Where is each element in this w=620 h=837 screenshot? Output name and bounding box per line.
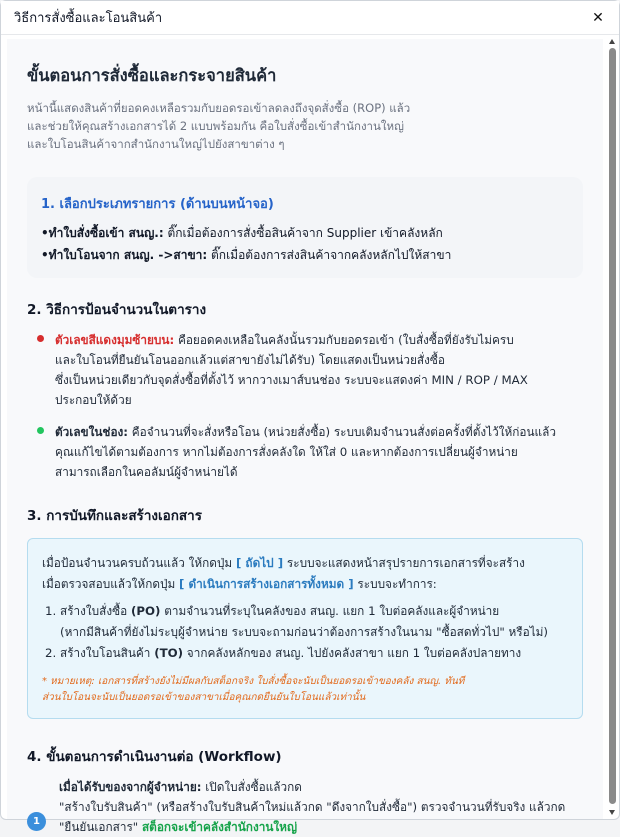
note-line: ส่วนใบโอนจะนับเป็นยอดรอเข้าของสาขาเมื่อคุณกดยืนยันใบโอนแล้วเท่านั้น	[42, 692, 366, 703]
intro-line: และช่วยให้คุณสร้างเอกสารได้ 2 แบบพร้อมกัน คือใบสั่งซื้อเข้าสำนักงานใหญ่	[27, 119, 404, 133]
intro-text	[27, 99, 583, 153]
close-button[interactable]	[587, 7, 609, 29]
instruction-text: เมื่อตรวจสอบแล้วให้กดปุ่ม	[42, 577, 180, 591]
section-select-type	[27, 177, 583, 278]
instruction-text: เมื่อป้อนจำนวนครบถ้วนแล้ว ให้กดปุ่ม	[42, 556, 236, 570]
green-dot-icon	[37, 427, 44, 434]
scroll-up-icon[interactable]	[609, 39, 615, 44]
explanation-line: ซึ่งเป็นหน่วยเดียวกับจุดสั่งซื้อที่ตั้งไว้ หากวางเมาส์บนช่อง ระบบจะแสดงค่า MIN / ROP / MAX	[55, 373, 528, 387]
step-text: สร้างใบโอนสินค้า	[60, 646, 155, 660]
step-create-po	[60, 601, 568, 643]
red-number-explanation	[27, 330, 583, 410]
type-item-label: •ทำใบโอนจาก สนญ. ->สาขา:	[41, 248, 208, 262]
create-all-button-ref: [ ดำเนินการสร้างเอกสารทั้งหมด ]	[179, 577, 354, 591]
section3-title: 3. การบันทึกและสร้างเอกสาร	[27, 508, 202, 524]
type-item-po	[41, 222, 569, 244]
workflow-step	[27, 777, 583, 837]
page-title: ขั้นตอนการสั่งซื้อและกระจายสินค้า	[27, 66, 277, 85]
type-item-desc: ติ๊กเมื่อต้องการส่งสินค้าจากคลังหลักไปให้สาขา	[207, 248, 452, 262]
red-number-label: ตัวเลขสีแดงมุมซ้ายบน:	[55, 333, 175, 347]
explanation-line: คือยอดคงเหลือในคลังนั้นรวมกับยอดรอเข้า (ใบสั่งซื้อที่ยังรับไม่ครบ	[174, 333, 514, 347]
type-item-to	[41, 244, 569, 266]
explanation-line: คือจำนวนที่จะสั่งหรือโอน (หน่วยสั่งซื้อ) ระบบเติมจำนวนสั่งต่อครั้งที่ตั้งไว้ให้ก่อนแล้ว	[128, 425, 556, 439]
cell-number-explanation	[27, 422, 583, 482]
type-item-label: •ทำใบสั่งซื้อเข้า สนญ.:	[41, 226, 164, 240]
help-content[interactable]	[7, 39, 603, 834]
workflow-lead: เมื่อได้รับของจากผู้จำหน่าย:	[59, 780, 202, 794]
instruction-line	[42, 553, 568, 574]
explanation-line: คุณแก้ไขได้ตามต้องการ หากไม่ต้องการสั่งคลังใด ให้ใส่ 0 และหากต้องการเปลี่ยนผู้จำหน่าย	[55, 445, 518, 459]
instruction-text: ระบบจะแสดงหน้าสรุปรายการเอกสารที่จะสร้าง	[283, 556, 525, 570]
red-dot-icon	[37, 335, 44, 342]
scroll-thumb[interactable]	[609, 48, 616, 804]
steps-list	[42, 601, 568, 664]
save-instructions-box	[27, 538, 583, 719]
step-create-to	[60, 643, 568, 664]
section1-title: 1. เลือกประเภทรายการ (ด้านบนหน้าจอ)	[41, 197, 274, 212]
cell-number-label: ตัวเลขในช่อง:	[55, 425, 129, 439]
explanation-line: ประกอบให้ด้วย	[55, 393, 132, 407]
scroll-down-icon[interactable]	[609, 810, 615, 815]
vertical-scrollbar[interactable]	[609, 39, 616, 815]
section2-title: 2. วิธีการป้อนจำนวนในตาราง	[27, 302, 207, 318]
step-text: สร้างใบสั่งซื้อ	[60, 604, 131, 618]
close-icon: ✕	[592, 9, 604, 26]
workflow-result: สต็อกจะเข้าคลังสำนักงานใหญ่	[141, 820, 297, 834]
explanation-line: และใบโอนที่ยืนยันโอนออกแล้วแต่สาขายังไม่ได้รับ) โดยแสดงเป็นหน่วยสั่งซื้อ	[55, 353, 445, 367]
workflow-text: "ยืนยันเอกสาร"	[59, 820, 142, 834]
window-title: วิธีการสั่งซื้อและโอนสินค้า	[14, 11, 163, 26]
note-text	[42, 674, 568, 706]
title-bar	[1, 1, 619, 35]
workflow-text: เปิดใบสั่งซื้อแล้วกด	[201, 780, 302, 794]
explanation-line: สามารถเลือกในคอลัมน์ผู้จำหน่ายได้	[55, 465, 238, 479]
step-text: ตามจำนวนที่ระบุในคลังของ สนญ. แยก 1 ใบต่อคลังและผู้จำหน่าย	[160, 604, 500, 618]
workflow-text: "สร้างใบรับสินค้า" (หรือสร้างใบรับสินค้าใหม่แล้วกด "ดึงจากใบสั่งซื้อ") ตรวจจำนวนที่รับจริง แล้วกด	[59, 800, 566, 814]
instruction-line	[42, 574, 568, 595]
step-code: (TO)	[154, 646, 184, 660]
step-number-badge: 1	[27, 812, 46, 831]
next-button-ref: [ ถัดไป ]	[235, 556, 284, 570]
type-item-desc: ติ๊กเมื่อต้องการสั่งซื้อสินค้าจาก Supplier เข้าคลังหลัก	[163, 226, 443, 240]
note-line: * หมายเหตุ: เอกสารที่สร้างยังไม่มีผลกับสต็อกจริง ใบสั่งซื้อจะนับเป็นยอดรอเข้าของคลัง สนญ. ทันที	[42, 676, 465, 687]
instruction-text: ระบบจะทำการ:	[353, 577, 437, 591]
intro-line: และใบโอนสินค้าจากสำนักงานใหญ่ไปยังสาขาต่าง ๆ	[27, 137, 285, 151]
section4-title: 4. ขั้นตอนการดำเนินงานต่อ (Workflow)	[27, 749, 282, 765]
step-text: จากคลังหลักของ สนญ. ไปยังคลังสาขา แยก 1 ใบต่อคลังปลายทาง	[183, 646, 522, 660]
step-code: (PO)	[130, 604, 161, 618]
step-text: (หากมีสินค้าที่ยังไม่ระบุผู้จำหน่าย ระบบจะถามก่อนว่าต้องการสร้างในนาม "ซื้อสดทั่วไป" หรือไม่)	[60, 625, 549, 639]
intro-line: หน้านี้แสดงสินค้าที่ยอดคงเหลือรวมกับยอดรอเข้าลดลงถึงจุดสั่งซื้อ (ROP) แล้ว	[27, 101, 411, 115]
